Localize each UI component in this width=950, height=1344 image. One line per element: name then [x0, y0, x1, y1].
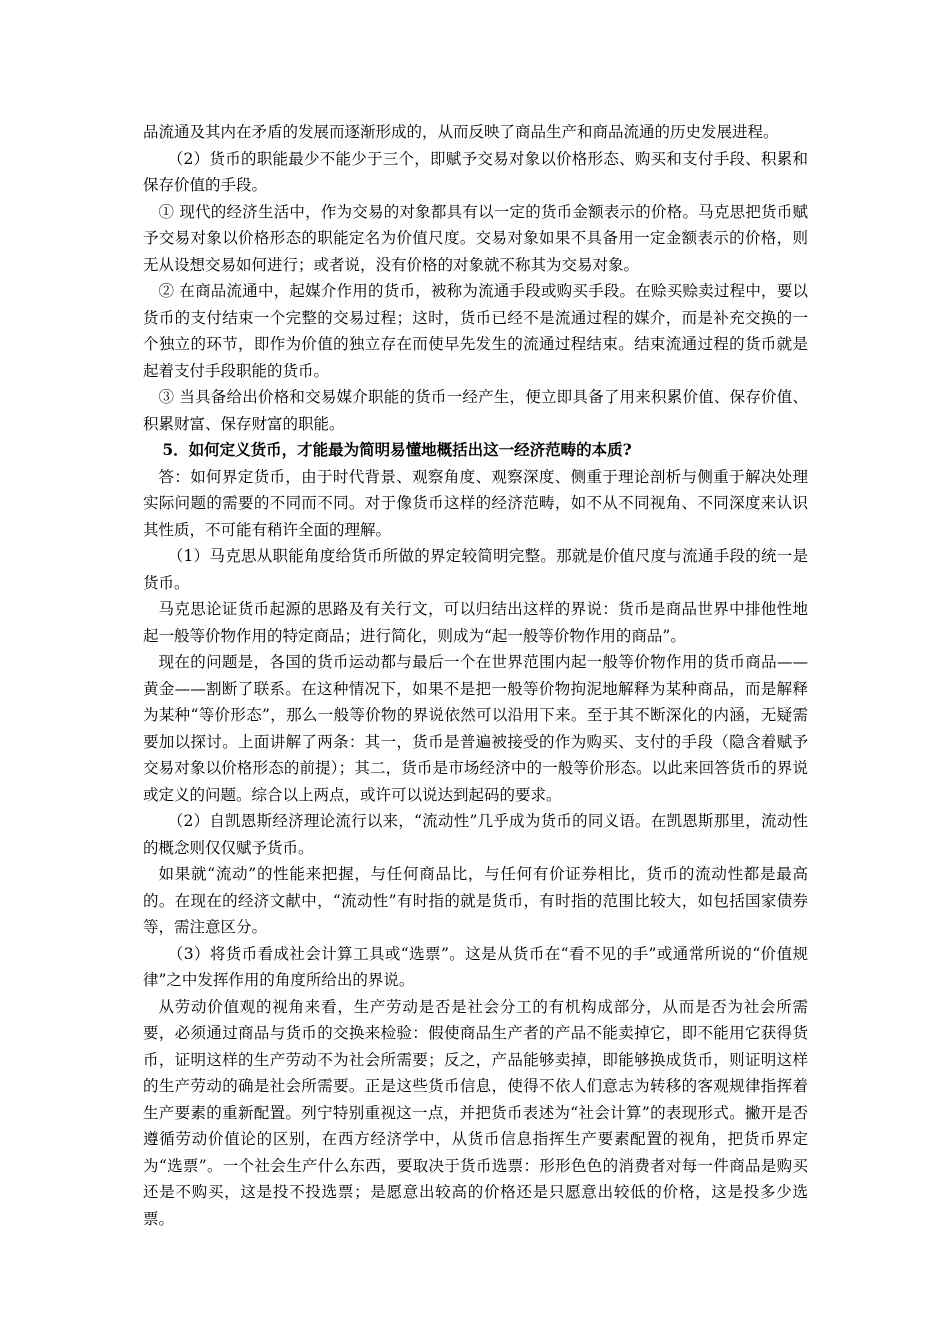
paragraph: （3）将货币看成社会计算工具或“选票”。这是从货币在“看不见的手”或通常所说的“价值规律”之中发挥作用的角度所给出的界说。: [143, 944, 808, 989]
paragraph: （2）货币的职能最少不能少于三个，即赋予交易对象以价格形态、购买和支付手段、积累和保存价值的手段。: [143, 149, 808, 194]
document-page: [143, 119, 808, 1232]
paragraph: 品流通及其内在矛盾的发展而逐渐形成的，从而反映了商品生产和商品流通的历史发展进程。: [143, 123, 779, 141]
paragraph: 如果就“流动”的性能来把握，与任何商品比，与任何有价证券相比，货币的流动性都是最高的。在现在的经济文献中，“流动性”有时指的就是货币，有时指的范围比较大，如包括国家债券等，需注意区分。: [143, 865, 808, 936]
paragraph: 马克思论证货币起源的思路及有关行文，可以归结出这样的界说：货币是商品世界中排他性地起一般等价物作用的特定商品；进行简化，则成为“起一般等价物作用的商品”。: [143, 600, 808, 645]
paragraph: （1）马克思从职能角度给货币所做的界定较简明完整。那就是价值尺度与流通手段的统一是货币。: [143, 547, 808, 592]
paragraph: 现在的问题是，各国的货币运动都与最后一个在世界范围内起一般等价物作用的货币商品——黄金——割断了联系。在这种情况下，如果不是把一般等价物拘泥地解释为某种商品，而是解释为某种“等价形态”，那么一般等价物的界说依然可以沿用下来。至于其不断深化的内涵，无疑需要加以探讨。上面讲解了两条：其一，货币是普遍被接受的作为购买、支付的手段（隐含着赋予交易对象以价格形态的前提）；其二，货币是市场经济中的一般等价形态。以此来回答货币的界说或定义的问题。综合以上两点，或许可以说达到起码的要求。: [143, 653, 808, 804]
paragraph: ③ 当具备给出价格和交易媒介职能的货币一经产生，便立即具备了用来积累价值、保存价值、积累财富、保存财富的职能。: [143, 388, 808, 433]
paragraph: ① 现代的经济生活中，作为交易的对象都具有以一定的货币金额表示的价格。马克思把货币赋予交易对象以价格形态的职能定名为价值尺度。交易对象如果不具备用一定金额表示的价格，则无从设想交易如何进行；或者说，没有价格的对象就不称其为交易对象。: [143, 202, 808, 274]
paragraph: 从劳动价值观的视角来看，生产劳动是否是社会分工的有机构成部分，从而是否为社会所需要，必须通过商品与货币的交换来检验：假使商品生产者的产品不能卖掉它，即不能用它获得货币，证明这样的生产劳动不为社会所需要；反之，产品能够卖掉，即能够换成货币，则证明这样的生产劳动的确是社会所需要。正是这些货币信息，使得不依人们意志为转移的客观规律指挥着生产要素的重新配置。列宁特别重视这一点，并把货币表述为“社会计算”的表现形式。撇开是否遵循劳动价值论的区别，在西方经济学中，从货币信息指挥生产要素配置的视角，把货币界定为“选票”。一个社会生产什么东西，要取决于货币选票：形形色色的消费者对每一件商品是购买还是不购买，这是投不投选票；是愿意出较高的价格还是只愿意出较低的价格，这是投多少选票。: [143, 997, 808, 1228]
paragraph: 答：如何界定货币，由于时代背景、观察角度、观察深度、侧重于理论剖析与侧重于解决处理实际问题的需要的不同而不同。对于像货币这样的经济范畴，如不从不同视角、不同深度来认识其性质，不可能有稍许全面的理解。: [143, 467, 808, 539]
question-heading: 5．如何定义货币，才能最为简明易懂地概括出这一经济范畴的本质?: [162, 440, 632, 459]
paragraph: ② 在商品流通中，起媒介作用的货币，被称为流通手段或购买手段。在赊买赊卖过程中，要以货币的支付结束一个完整的交易过程；这时，货币已经不是流通过程的媒介，而是补充交换的一个独立的环节，即作为价值的独立存在而使早先发生的流通过程结束。结束流通过程的货币就是起着支付手段职能的货币。: [143, 282, 808, 380]
paragraph: （2）自凯恩斯经济理论流行以来，“流动性”几乎成为货币的同义语。在凯恩斯那里，流动性的概念则仅仅赋予货币。: [143, 812, 808, 857]
